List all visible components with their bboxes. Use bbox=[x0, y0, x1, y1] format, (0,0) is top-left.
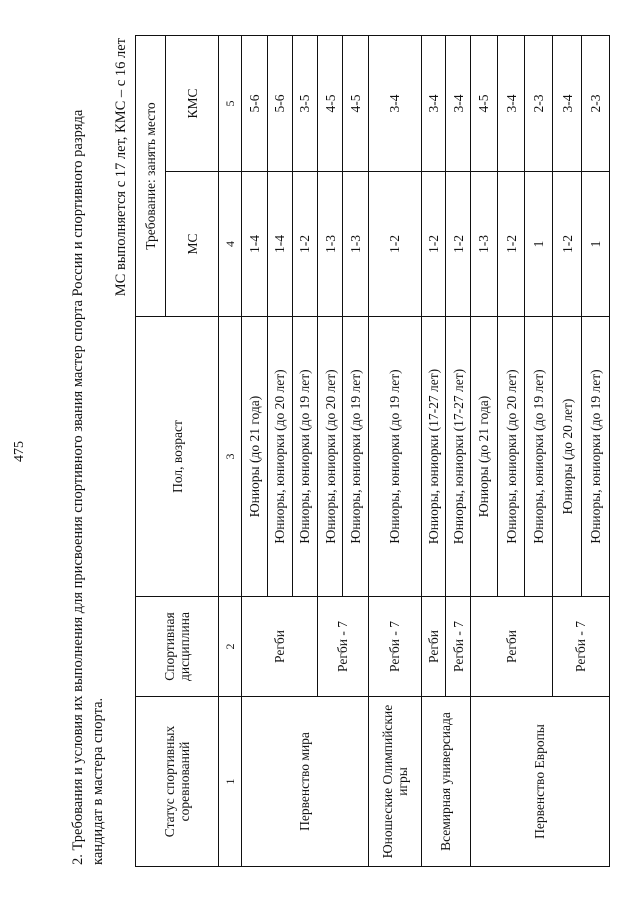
header-row-1 bbox=[136, 36, 166, 867]
ms-cell: 1-2 bbox=[368, 172, 422, 317]
kms-cell: 2-3 bbox=[582, 36, 610, 172]
status-cell: Всемирная универсиада bbox=[422, 697, 470, 867]
kms-cell: 2-3 bbox=[525, 36, 552, 172]
kms-cell: 3-4 bbox=[422, 36, 446, 172]
sex-age-cell: Юниоры, юниорки (до 20 лет) bbox=[267, 317, 292, 597]
table-row bbox=[242, 36, 267, 867]
status-cell: Первенство Европы bbox=[470, 697, 609, 867]
status-cell: Юношеские Олимпийские игры bbox=[368, 697, 422, 867]
header-discipline: Спортивная дисциплина bbox=[136, 597, 219, 697]
table-row bbox=[368, 36, 422, 867]
sex-age-cell: Юниоры, юниорки (до 19 лет) bbox=[292, 317, 317, 597]
index-cell: 2 bbox=[219, 597, 242, 697]
kms-cell: 3-4 bbox=[552, 36, 582, 172]
sex-age-cell: Юниоры, юниорки (17-27 лет) bbox=[446, 317, 470, 597]
age-note: МС выполняется с 17 лет, КМС – с 16 лет bbox=[113, 38, 129, 297]
sex-age-cell: Юниоры, юниорки (до 19 лет) bbox=[343, 317, 368, 597]
caption-line-2: кандидат в мастера спорта. bbox=[90, 697, 106, 865]
ms-cell: 1-2 bbox=[446, 172, 470, 317]
discipline-cell: Регби - 7 bbox=[368, 597, 422, 697]
index-cell: 3 bbox=[219, 317, 242, 597]
ms-cell: 1 bbox=[525, 172, 552, 317]
status-cell: Первенство мира bbox=[242, 697, 368, 867]
header-status: Статус спортивных соревнований bbox=[136, 697, 219, 867]
index-cell: 5 bbox=[219, 36, 242, 172]
ms-cell: 1-2 bbox=[498, 172, 525, 317]
index-cell: 1 bbox=[219, 697, 242, 867]
ms-cell: 1-2 bbox=[552, 172, 582, 317]
kms-cell: 3-5 bbox=[292, 36, 317, 172]
table-row bbox=[422, 36, 446, 867]
kms-cell: 5-6 bbox=[267, 36, 292, 172]
sex-age-cell: Юниоры (до 21 года) bbox=[242, 317, 267, 597]
ms-cell: 1-2 bbox=[422, 172, 446, 317]
kms-cell: 4-5 bbox=[343, 36, 368, 172]
caption-line-1: 2. Требования и условия их выполнения для присвоения спортивного звания мастер спорта России и спортивного разряда bbox=[70, 109, 86, 865]
sex-age-cell: Юниоры, юниорки (до 20 лет) bbox=[498, 317, 525, 597]
kms-cell: 3-4 bbox=[446, 36, 470, 172]
discipline-cell: Регби bbox=[242, 597, 318, 697]
discipline-cell: Регби - 7 bbox=[318, 597, 368, 697]
requirements-table bbox=[135, 35, 610, 867]
ms-cell: 1-3 bbox=[470, 172, 497, 317]
kms-cell: 3-4 bbox=[368, 36, 422, 172]
ms-cell: 1-3 bbox=[343, 172, 368, 317]
ms-cell: 1-4 bbox=[242, 172, 267, 317]
ms-cell: 1-4 bbox=[267, 172, 292, 317]
discipline-cell: Регби - 7 bbox=[446, 597, 470, 697]
kms-cell: 4-5 bbox=[318, 36, 343, 172]
ms-cell: 1 bbox=[582, 172, 610, 317]
table-caption bbox=[68, 25, 108, 865]
sex-age-cell: Юниоры, юниорки (17-27 лет) bbox=[422, 317, 446, 597]
ms-cell: 1-2 bbox=[292, 172, 317, 317]
sex-age-cell: Юниоры, юниорки (до 19 лет) bbox=[368, 317, 422, 597]
kms-cell: 5-6 bbox=[242, 36, 267, 172]
header-kms: КМС bbox=[165, 36, 219, 172]
sex-age-cell: Юниоры, юниорки (до 19 лет) bbox=[525, 317, 552, 597]
index-row bbox=[219, 36, 242, 867]
kms-cell: 3-4 bbox=[498, 36, 525, 172]
discipline-cell: Регби bbox=[470, 597, 552, 697]
index-cell: 4 bbox=[219, 172, 242, 317]
sex-age-cell: Юниоры (до 20 лет) bbox=[552, 317, 582, 597]
sex-age-cell: Юниоры, юниорки (до 19 лет) bbox=[582, 317, 610, 597]
header-requirement: Требование: занять место bbox=[136, 36, 166, 317]
discipline-cell: Регби - 7 bbox=[552, 597, 609, 697]
table-row bbox=[470, 36, 497, 867]
kms-cell: 4-5 bbox=[470, 36, 497, 172]
page-number: 475 bbox=[12, 441, 27, 462]
sex-age-cell: Юниоры, юниорки (до 20 лет) bbox=[318, 317, 343, 597]
header-ms: МС bbox=[165, 172, 219, 317]
discipline-cell: Регби bbox=[422, 597, 446, 697]
ms-cell: 1-3 bbox=[318, 172, 343, 317]
sex-age-cell: Юниоры (до 21 года) bbox=[470, 317, 497, 597]
header-sex-age: Пол, возраст bbox=[136, 317, 219, 597]
